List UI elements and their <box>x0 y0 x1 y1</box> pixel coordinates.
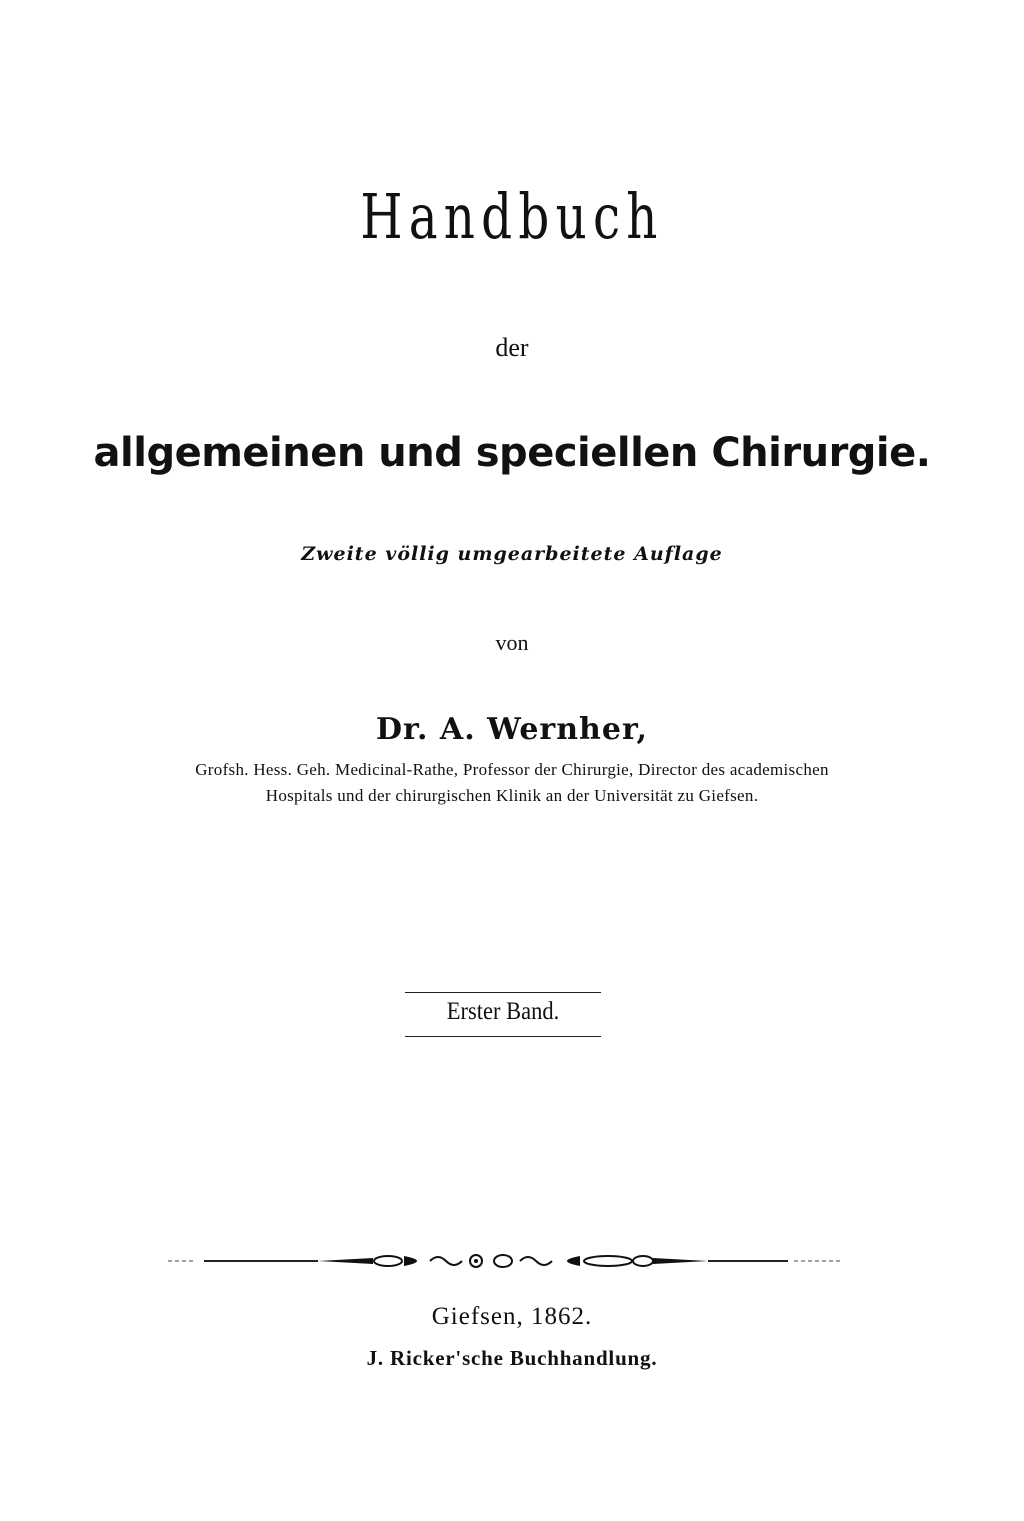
volume-rule-top <box>405 992 601 993</box>
imprint-publisher: J. Ricker'sche Buchhandlung. <box>366 1346 658 1370</box>
volume-label: Erster Band. <box>446 998 560 1025</box>
book-title: Handbuch <box>360 180 664 253</box>
author-affiliation-line-2: Hospitals und der chirurgischen Klinik an der Universität zu Giefsen. <box>265 786 759 805</box>
author-affiliation-line-1: Grofsh. Hess. Geh. Medicinal-Rathe, Professor der Chirurgie, Director des academischen <box>195 760 829 779</box>
volume-rule-bottom <box>405 1036 601 1037</box>
author-preposition: von <box>495 630 529 655</box>
ornamental-divider-icon <box>168 1248 842 1274</box>
author-name: Dr. A. Wernher, <box>375 712 649 747</box>
volume-block <box>405 992 601 1038</box>
imprint-place-year: Giefsen, 1862. <box>431 1303 593 1330</box>
title-connector: der <box>495 333 529 362</box>
edition-statement: Zweite völlig umgearbeitete Auflage <box>301 543 723 565</box>
book-subject: allgemeinen und speciellen Chirurgie. <box>93 430 931 476</box>
